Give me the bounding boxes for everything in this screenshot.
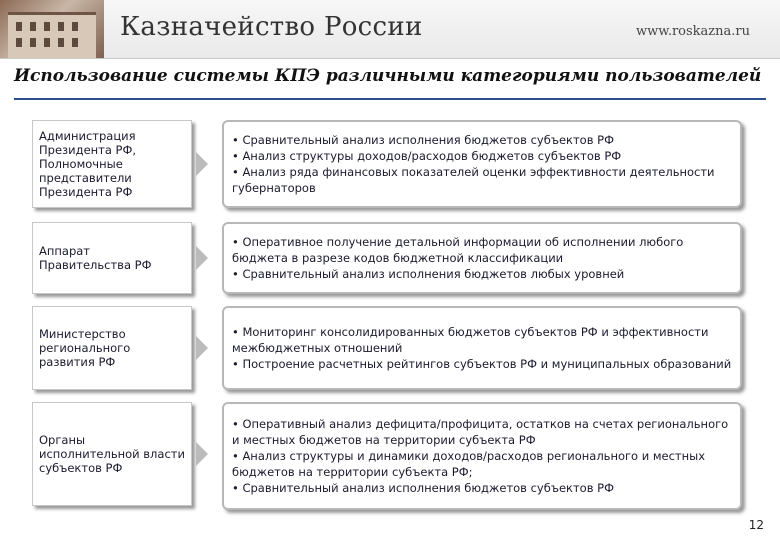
bullet-item: • Мониторинг консолидированных бюджетов субъектов РФ и эффективности межбюджетных отношений: [232, 325, 709, 355]
window-icon: [30, 22, 36, 31]
category-box: [32, 402, 192, 506]
header: [0, 0, 780, 59]
arrow-right-icon: [196, 152, 208, 176]
category-label: Администрация Президента РФ, Полномочные представители Президента РФ: [39, 129, 137, 199]
bullet-item: • Сравнительный анализ исполнения бюджетов любых уровней: [232, 267, 625, 281]
window-icon: [58, 38, 64, 47]
window-icon: [16, 38, 22, 47]
window-icon: [72, 22, 78, 31]
category-box: [32, 120, 192, 208]
window-icon: [44, 38, 50, 47]
bullet-item: • Анализ структуры и динамики доходов/расходов регионального и местных бюджетов на территории субъекта РФ;: [232, 449, 706, 479]
bullet-item: • Оперативное получение детальной информации об исполнении любого бюджета в разрезе кодов бюджетной классификации: [232, 235, 684, 265]
window-icon: [58, 22, 64, 31]
brand-title: Казначейство России: [120, 12, 423, 42]
category-label: Аппарат Правительства РФ: [39, 244, 152, 272]
window-icon: [16, 22, 22, 31]
treasury-building-logo: [0, 0, 104, 58]
bullet-item: • Анализ ряда финансовых показателей оценки эффективности деятельности губернаторов: [232, 165, 715, 195]
category-label: Министерство регионального развития РФ: [39, 327, 131, 369]
page-number: 12: [748, 518, 764, 532]
category-box: [32, 306, 192, 390]
category-box: [32, 222, 192, 294]
category-label: Органы исполнительной власти субъектов РФ: [39, 433, 185, 475]
arrow-right-icon: [196, 246, 208, 270]
bullet-item: • Сравнительный анализ исполнения бюджетов субъектов РФ: [232, 133, 614, 147]
page-title: Использование системы КПЭ различными категориями пользователей: [14, 66, 762, 86]
bullet-item: • Сравнительный анализ исполнения бюджетов субъектов РФ: [232, 481, 614, 495]
bullet-item: • Оперативный анализ дефицита/профицита, остатков на счетах регионального и местных бюджетов на территории субъекта РФ: [232, 417, 729, 447]
description-box: [222, 120, 742, 208]
building-facade: [8, 12, 96, 58]
description-box: [222, 222, 742, 294]
arrow-right-icon: [196, 442, 208, 466]
window-icon: [72, 38, 78, 47]
arrow-right-icon: [196, 336, 208, 360]
description-box: [222, 306, 742, 390]
window-icon: [30, 38, 36, 47]
title-divider: [14, 98, 766, 100]
window-icon: [44, 22, 50, 31]
description-box: [222, 402, 742, 510]
bullet-item: • Построение расчетных рейтингов субъектов РФ и муниципальных образований: [232, 357, 732, 371]
site-url: www.roskazna.ru: [635, 24, 750, 39]
bullet-item: • Анализ структуры доходов/расходов бюджетов субъектов РФ: [232, 149, 622, 163]
